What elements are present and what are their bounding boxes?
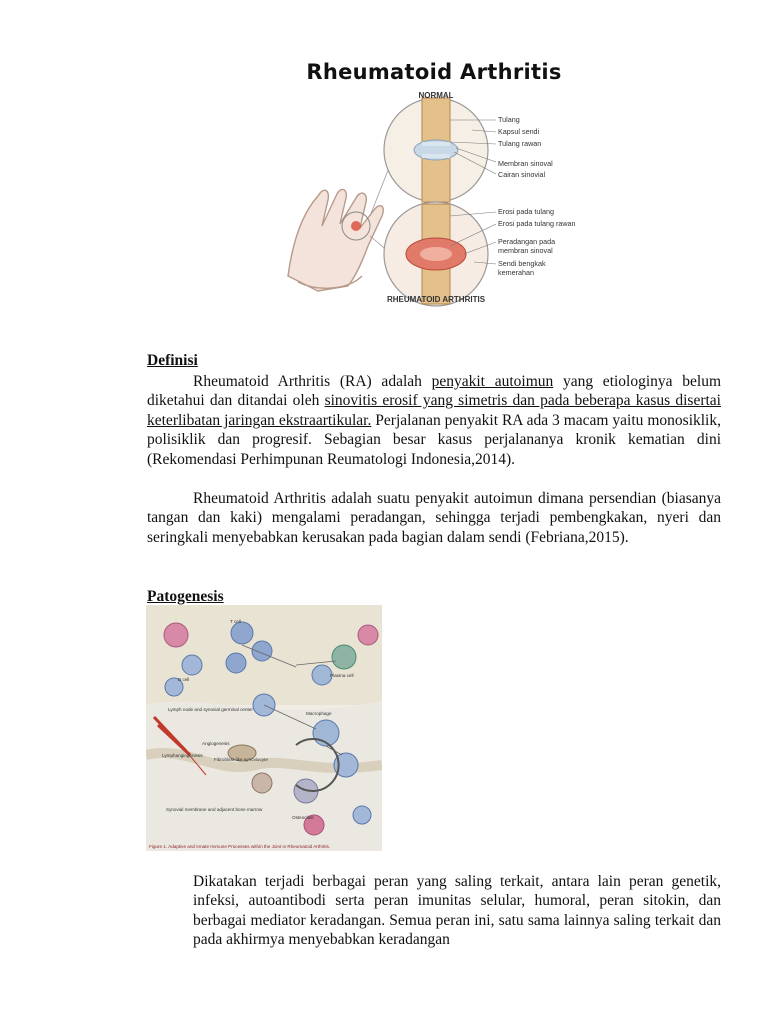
fig-label-lymphangiogenesis: Lymphangiogenesis	[162, 753, 203, 758]
link-sinovitis[interactable]: sinovitis erosif yang simetris dan pada beberapa kasus disertai keterlibatan jaringan ekstraartikular.	[147, 392, 721, 429]
normal-header: NORMAL	[418, 91, 454, 100]
label-tulang-rawan: Tulang rawan	[498, 139, 542, 148]
normal-joint-diagram	[384, 98, 488, 202]
fig-label-synovial: Synovial membrane and adjacent bone marrow	[166, 807, 263, 812]
definisi-paragraph-1: Rheumatoid Arthritis (RA) adalah penyakit autoimun yang etiologinya belum diketahui dan ditandai oleh sinovitis erosif yang simetris dan pada beberapa kasus disertai keterlibatan jaringan ekstraartikular. Perjalanan penyakit RA ada 3 macam yaitu monosiklik, polisiklik dan progresif. Sebagian besar kasus perjalananya kronik kematian dini (Rekomendasi Perhimpunan Reumatologi Indonesia,2014).	[147, 373, 722, 468]
label-cairan-sinovial: Cairan sinovial	[498, 170, 546, 179]
fig-label-macrophage: Macrophage	[306, 711, 332, 716]
figure-caption: Figure 1. Adaptive and Innate Immune Processes within the Joint in Rheumatoid Arthritis.	[149, 844, 331, 849]
fig-label-plasma-cell: Plasma cell	[330, 673, 354, 678]
definisi-paragraph-2: Rheumatoid Arthritis adalah suatu penyakit autoimun dimana persendian (biasanya tangan dan kaki) mengalami peradangan, sehingga terjadi pembengkakan, nyeri dan seringkali menyebabkan kerusakan pada bagian dalam sendi (Febriana,2015).	[147, 490, 721, 546]
patogenesis-paragraph: Dikatakan terjadi berbagai peran yang saling terkait, antara lain peran genetik, infeksi, autoantibodi serta peran imunitas selular, humoral, peran sitokin, dan berbagai mediator keradangan. Semua peran ini, satu sama lainnya saling terkait dan pada akhirmya menyebabkan keradangan	[193, 873, 721, 949]
joint-illustration	[278, 86, 593, 310]
ra-joint-diagram	[384, 202, 488, 306]
pathogenesis-figure	[146, 605, 382, 851]
label-kapsul-sendi: Kapsul sendi	[498, 127, 540, 136]
label-kemerahan: kemerahan	[498, 268, 534, 277]
label-sendi-bengkak: Sendi bengkak	[498, 259, 546, 268]
document-title: Rheumatoid Arthritis	[306, 60, 562, 84]
definisi-heading: Definisi	[147, 352, 198, 369]
patogenesis-heading: Patogenesis	[147, 588, 224, 605]
label-erosi-tulang-rawan: Erosi pada tulang rawan	[498, 219, 576, 228]
label-peradangan: Peradangan pada	[498, 237, 556, 246]
link-penyakit-autoimun[interactable]: penyakit autoimun	[431, 373, 554, 390]
ra-footer: RHEUMATOID ARTHRITIS	[386, 295, 486, 304]
fig-label-osteoclast: Osteoclast	[292, 815, 314, 820]
label-tulang: Tulang	[498, 115, 520, 124]
label-erosi-tulang: Erosi pada tulang	[498, 207, 554, 216]
fig-label-lymph-node: Lymph node and synovial germinal center	[168, 707, 253, 712]
fig-label-b-cell: B cell	[178, 677, 190, 682]
label-membran-sinoval: Membran sinoval	[498, 159, 553, 168]
fig-label-t-cell: T cell	[230, 619, 241, 624]
fig-label-angiogenesis: Angiogenesis	[202, 741, 230, 746]
label-membran-sinoval-2: membran sinoval	[498, 246, 553, 255]
fig-label-fibroblast: Fibroblast-like synoviocyte	[214, 757, 268, 762]
